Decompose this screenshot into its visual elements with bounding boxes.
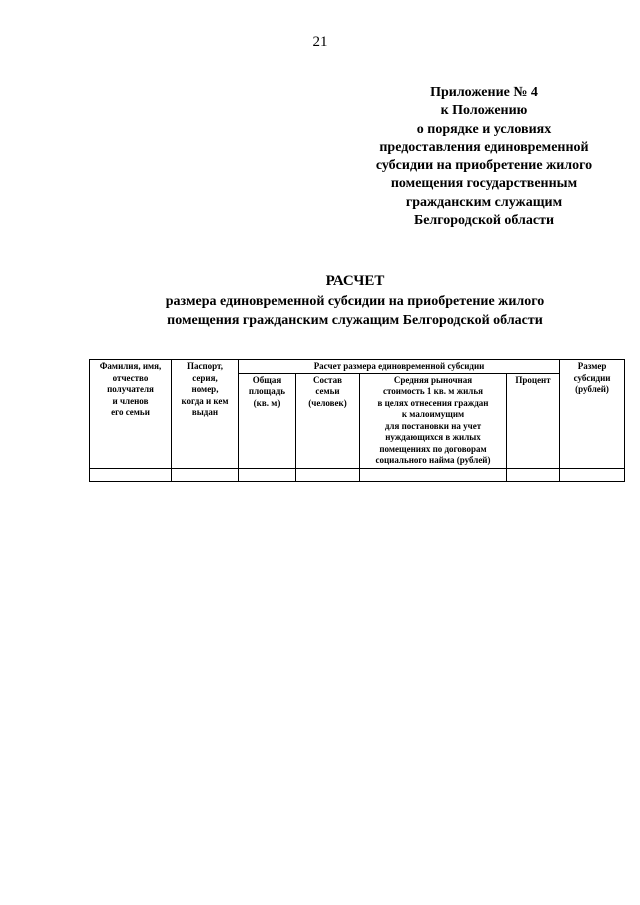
table-cell: [172, 468, 239, 481]
table-cell: [507, 468, 560, 481]
appendix-line: гражданским служащим: [405, 194, 563, 210]
table-cell: [90, 468, 172, 481]
header-area: Общая площадь (кв. м): [239, 373, 296, 468]
appendix-line: Приложение № 4: [430, 85, 538, 100]
header-subsidy-amount: Размер субсидии (рублей): [560, 360, 625, 469]
appendix-line: помещения государственным: [390, 176, 578, 192]
appendix-line: Белгородской области: [413, 213, 555, 229]
appendix-line: субсидии на приобретение жилого: [375, 158, 593, 174]
table-cell: [560, 468, 625, 481]
header-percent: Процент: [507, 373, 560, 468]
table-row: [90, 468, 625, 481]
header-calculation-group: Расчет размера единовременной субсидии: [239, 360, 560, 374]
page-number: 21: [312, 34, 328, 50]
appendix-line: к Положению: [440, 103, 528, 119]
table-cell: [239, 468, 296, 481]
header-name: Фамилия, имя, отчество получателя и членов его семьи: [90, 360, 172, 469]
subtitle-line: помещения гражданским служащим Белгородской области: [167, 313, 543, 328]
table-cell: [360, 468, 507, 481]
appendix-line: предоставления единовременной: [379, 139, 589, 155]
table-cell: [296, 468, 360, 481]
header-market-price: Средняя рыночная стоимость 1 кв. м жилья в целях отнесения граждан к малоимущим для постановки на учет нуждающихся в жилых помещениях по договорам социального найма (рублей): [360, 373, 507, 468]
appendix-line: о порядке и условиях: [416, 121, 552, 137]
subtitle-line: размера единовременной субсидии на приобретение жилого: [165, 294, 545, 309]
document-heading: РАСЧЕТ: [325, 273, 385, 289]
header-passport: Паспорт, серия, номер, когда и кем выдан: [172, 360, 239, 469]
document-subtitle: [110, 292, 600, 330]
calculation-table: [89, 359, 625, 482]
appendix-block: [366, 84, 602, 230]
header-family: Состав семьи (человек): [296, 373, 360, 468]
